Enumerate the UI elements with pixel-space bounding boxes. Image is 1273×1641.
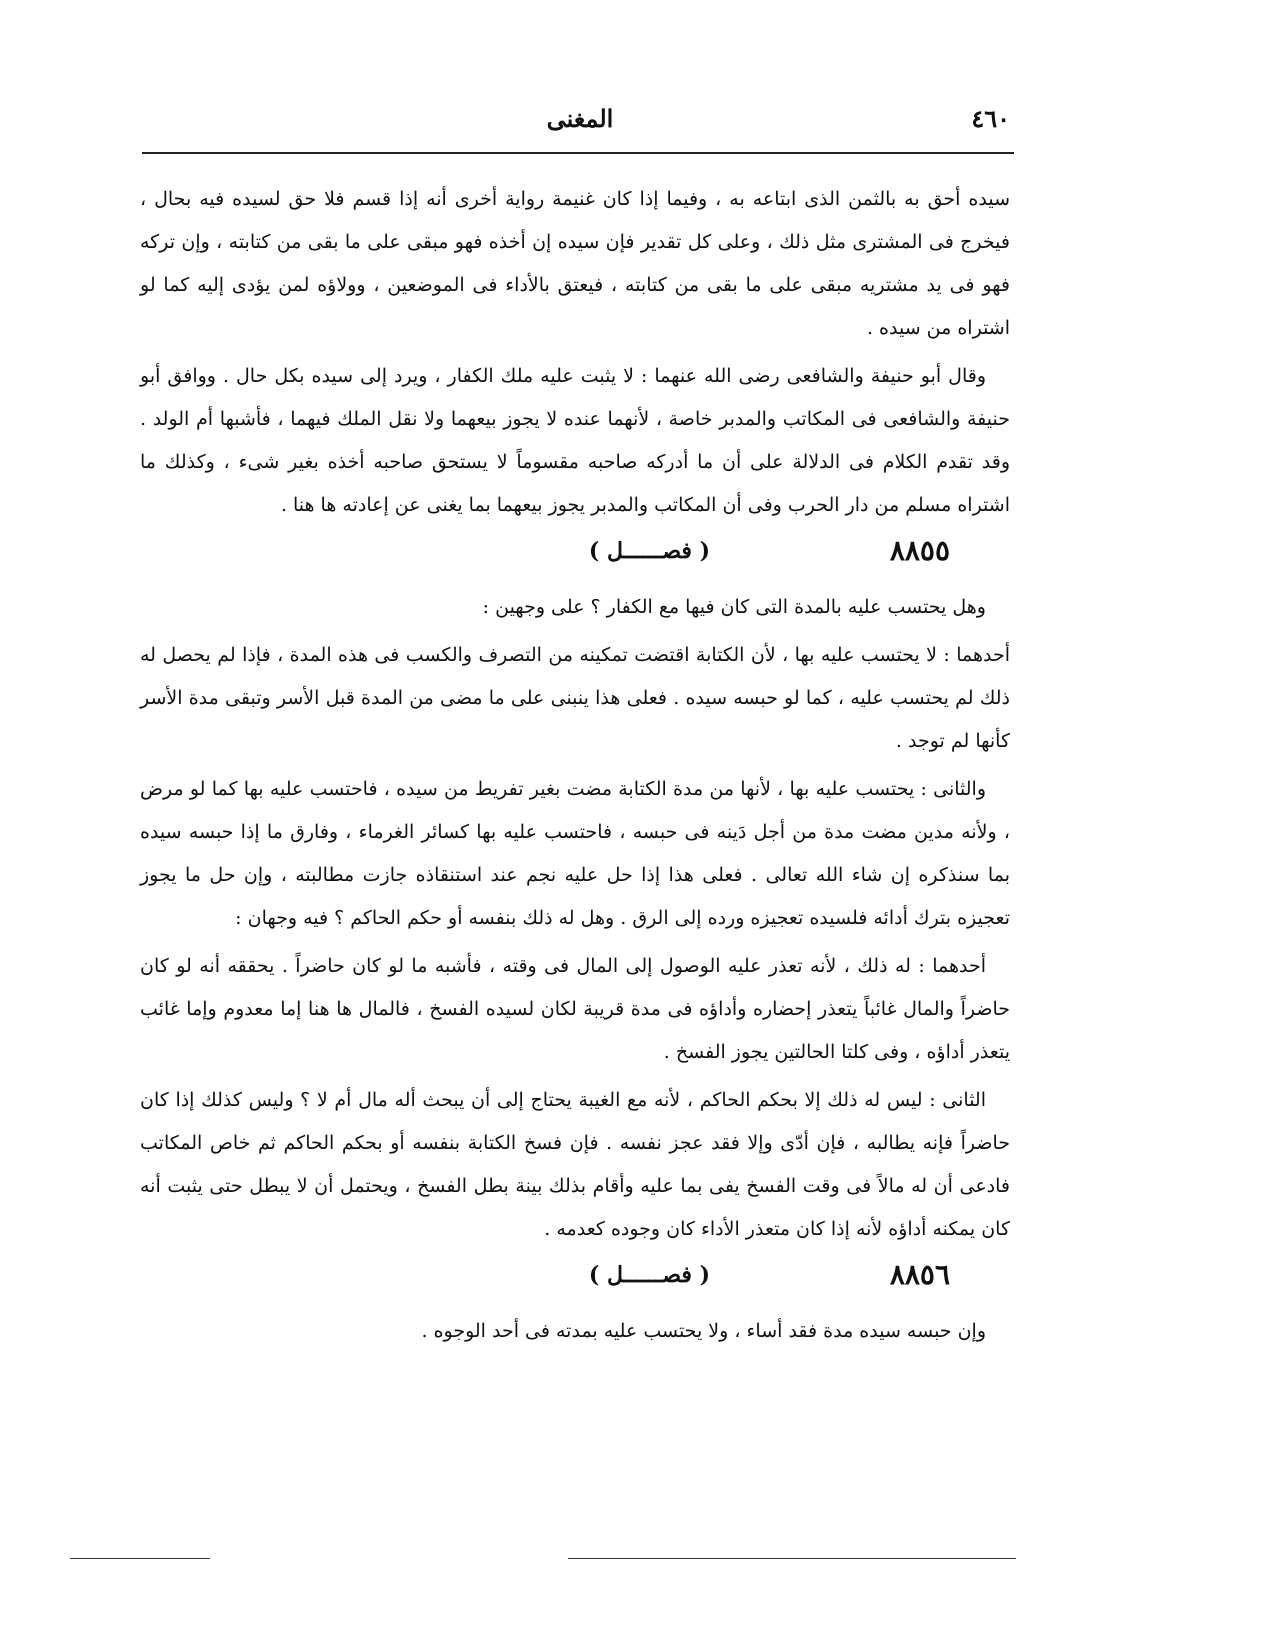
paragraph: سيده أحق به بالثمن الذى ابتاعه به ، وفيما إذا كان غنيمة رواية أخرى أنه إذا قسم فلا حق لسيده فيه بحال ، فيخرج فى المشترى مثل ذلك ، وعلى كل تقدير فإن سيده إن أخذه فهو مبقى على ما بقى من كتابته ، وإن تركه فهو فى يد مشتريه مبقى على ما بقى من كتابته ، فيعتق بالأداء فى الموضعين ، وولاؤه لمن يؤدى إليه كما لو اشتراه من سيده . xyxy=(140,188,1010,339)
paragraph: الثانى : ليس له ذلك إلا بحكم الحاكم ، لأنه مع الغيبة يحتاج إلى أن يبحث أله مال أم لا ؟ وليس كذلك إذا كان حاضراً فإنه يطالبه ، فإن أدّى وإلا فقد عجز نفسه . فإن فسخ الكتابة بنفسه أو بحكم الحاكم ثم خاص المكاتب فادعى أن له مالاً فى وقت الفسخ يفى بما عليه وأقام بذلك بينة بطل الفسخ ، ويحتمل أن لا يبطل حتى يثبت أنه كان يمكنه أداؤه لأنه إذا كان متعذر الأداء كان وجوده كعدمه . xyxy=(140,1089,1010,1240)
section-title: ( فصــــــل ) xyxy=(588,1262,710,1288)
section-heading xyxy=(140,532,1010,580)
paragraph: والثانى : يحتسب عليه بها ، لأنها من مدة الكتابة مضت بغير تفريط من سيده ، فاحتسب عليه بها كما لو مرض ، ولأنه مدين مضت مدة من أجل دَينه فى حبسه ، فاحتسب عليه بها كسائر الغرماء ، وفارق ما إذا حبسه سيده بما سنذكره إن شاء الله تعالى . فعلى هذا إذا حل عليه نجم عند استنقاذه جازت مطالبته ، وإن حل ما يجوز تعجيزه بترك أدائه فلسيده تعجيزه ورده إلى الرق . وهل له ذلك بنفسه أو حكم الحاكم ؟ فيه وجهان : xyxy=(140,778,1010,929)
section-number: ٨٨٥٥ xyxy=(889,534,950,567)
section-title: ( فصــــــل ) xyxy=(588,538,710,564)
footnote-rule xyxy=(70,1558,210,1559)
header-rule xyxy=(142,152,1014,154)
page-header xyxy=(150,104,1010,144)
paragraph: وقال أبو حنيفة والشافعى رضى الله عنهما : لا يثبت عليه ملك الكفار ، ويرد إلى سيده بكل حال . ووافق أبو حنيفة والشافعى فى المكاتب والمدبر خاصة ، لأنهما عنده لا يجوز بيعهما ولا نقل الملك فيهما ، فأشبها أم الولد . وقد تقدم الكلام فى الدلالة على أن ما أدركه صاحبه مقسوماً لا يستحق صاحبه أخذه بغير شىء ، وكذلك ما اشتراه مسلم من دار الحرب وفى أن المكاتب والمدبر يجوز بيعهما بما يغنى عن إعادته ها هنا . xyxy=(140,365,1010,516)
paragraph: وإن حبسه سيده مدة فقد أساء ، ولا يحتسب عليه بمدته فى أحد الوجوه . xyxy=(421,1320,986,1342)
section-number: ٨٨٥٦ xyxy=(889,1258,950,1291)
paragraph: وهل يحتسب عليه بالمدة التى كان فيها مع الكفار ؟ على وجهين : xyxy=(482,596,986,618)
running-title: المغنى xyxy=(546,104,614,133)
page-body xyxy=(140,178,1010,1358)
paragraph: أحدهما : لا يحتسب عليه بها ، لأن الكتابة اقتضت تمكينه من التصرف والكسب فى هذه المدة ، فإذا لم يحصل له ذلك لم يحتسب عليه ، كما لو حبسه سيده . فعلى هذا ينبنى على ما مضى من المدة قبل الأسر وتبقى مدة الأسر كأنها لم توجد . xyxy=(140,644,1010,752)
section-heading xyxy=(140,1256,1010,1304)
footnote-rule xyxy=(568,1558,1016,1559)
page-number: ٤٦٠ xyxy=(971,104,1010,133)
paragraph: أحدهما : له ذلك ، لأنه تعذر عليه الوصول إلى المال فى وقته ، فأشبه ما لو كان حاضراً . يحققه أنه لو كان حاضراً والمال غائباً يتعذر إحضاره وأداؤه فى مدة قريبة لكان لسيده الفسخ ، فالمال ها هنا إما معدوم وإما غائب يتعذر أداؤه ، وفى كلتا الحالتين يجوز الفسخ . xyxy=(140,955,1010,1063)
